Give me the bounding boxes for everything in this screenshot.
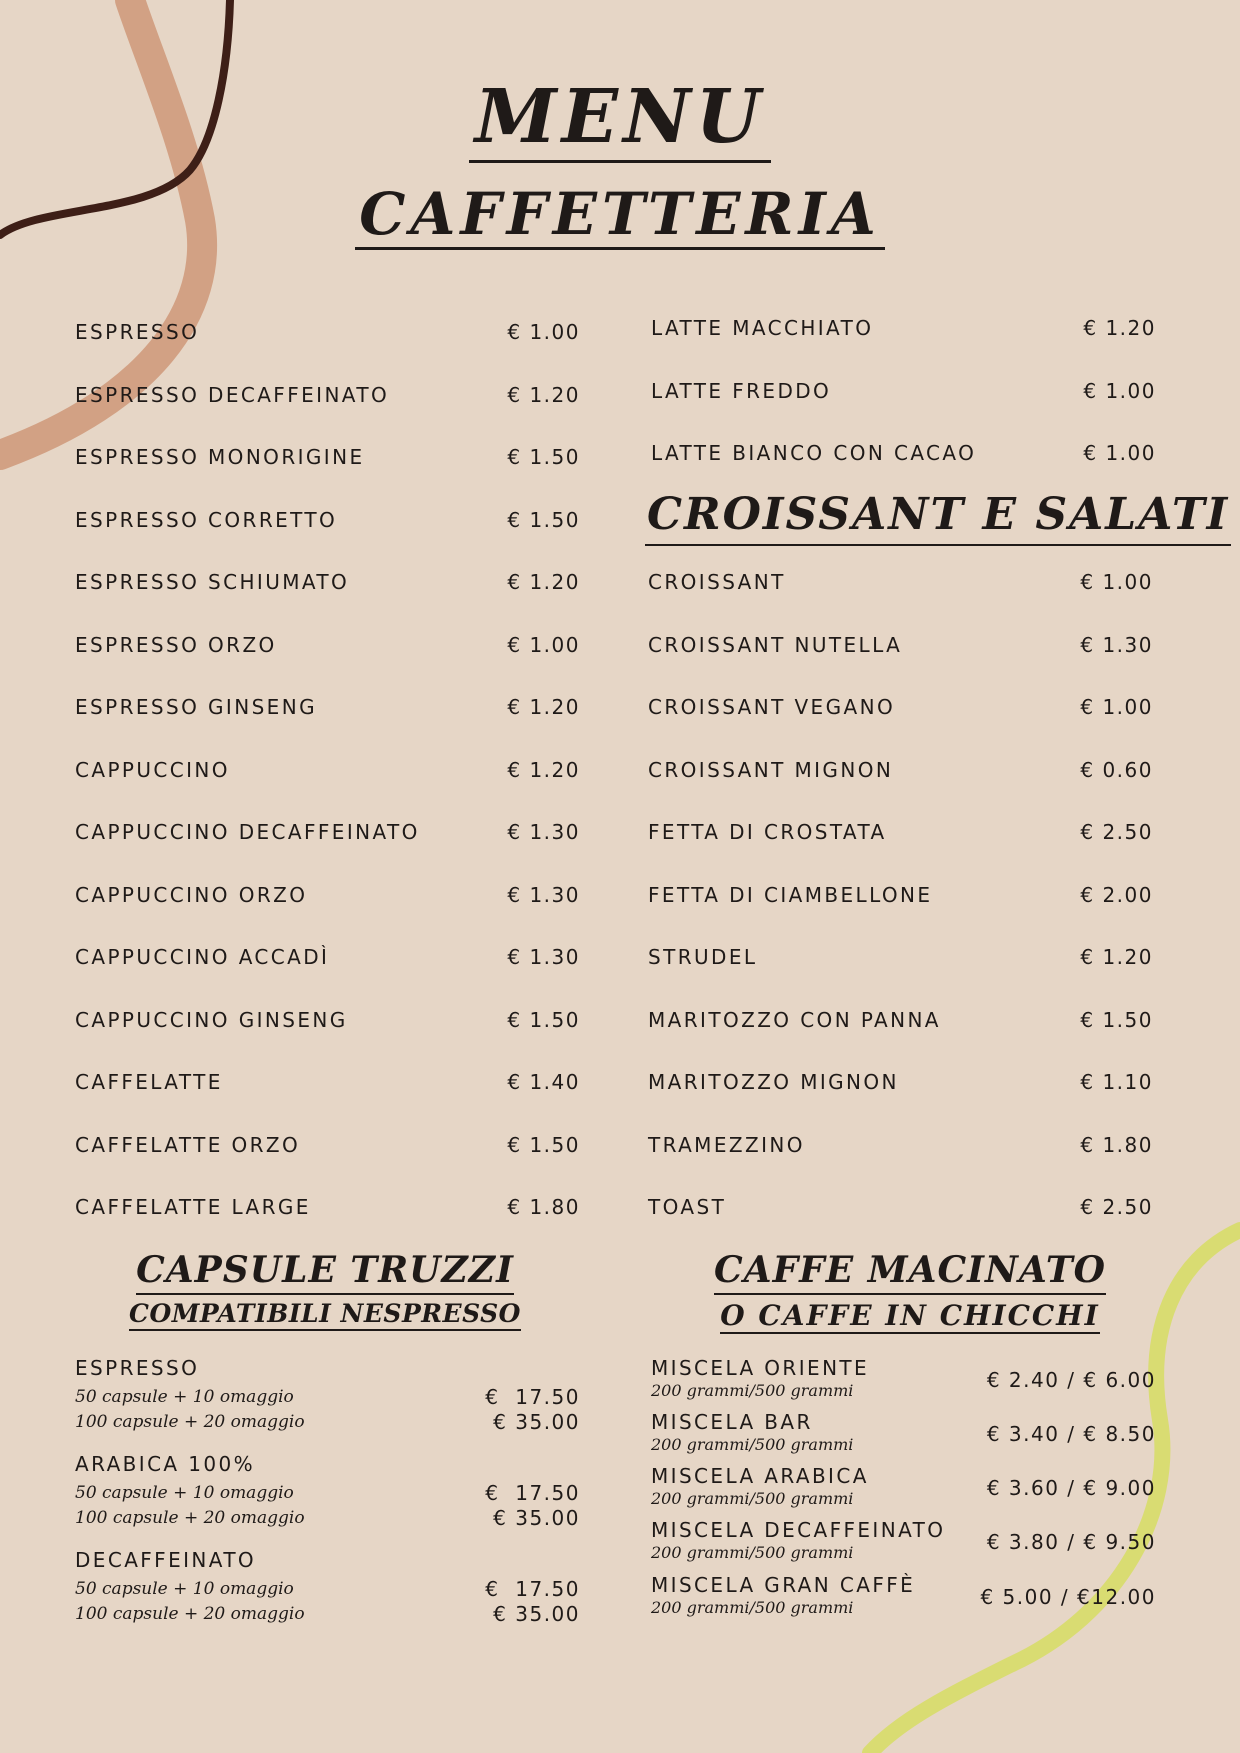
item-name: MARITOZZO CON PANNA xyxy=(648,1007,941,1032)
capsule-section-header xyxy=(110,1249,540,1331)
capsule-option-price: € 35.00 xyxy=(493,1409,580,1434)
macinato-weights: 200 grammi/500 grammi xyxy=(651,1381,854,1400)
item-price: € 1.20 xyxy=(507,382,580,407)
item-price: € 2.00 xyxy=(1080,882,1153,907)
capsule-option-desc: 100 capsule + 20 omaggio xyxy=(75,1411,305,1432)
item-price: € 1.20 xyxy=(507,757,580,782)
list-item xyxy=(75,301,580,364)
capsule-name: ESPRESSO xyxy=(75,1356,200,1380)
item-price: € 1.30 xyxy=(507,820,580,845)
item-price: € 1.00 xyxy=(507,632,580,657)
list-item xyxy=(648,676,1153,739)
item-name: TOAST xyxy=(648,1195,727,1220)
list-item xyxy=(651,360,1156,423)
list-item xyxy=(75,614,580,677)
item-price: € 1.20 xyxy=(507,570,580,595)
capsule-option-price: € 17.50 xyxy=(485,1384,580,1409)
macinato-name: MISCELA ORIENTE xyxy=(651,1356,870,1380)
capsule-option-price: € 17.50 xyxy=(485,1480,580,1505)
macinato-price: € 3.40 / € 8.50 xyxy=(986,1422,1156,1446)
capsule-name: DECAFFEINATO xyxy=(75,1548,257,1572)
page-header xyxy=(0,74,1240,250)
item-name: CAPPUCCINO GINSENG xyxy=(75,1007,348,1032)
list-item xyxy=(75,1051,580,1114)
item-price: € 1.50 xyxy=(507,507,580,532)
list-item xyxy=(75,926,580,989)
item-price: € 1.00 xyxy=(1080,570,1153,595)
list-item xyxy=(75,1114,580,1177)
list-item xyxy=(75,426,580,489)
list-item xyxy=(648,1176,1153,1239)
item-name: CROISSANT MIGNON xyxy=(648,757,894,782)
list-item xyxy=(651,422,1156,485)
macinato-name: MISCELA ARABICA xyxy=(651,1464,869,1488)
item-name: CAFFELATTE LARGE xyxy=(75,1195,311,1220)
capsule-option-desc: 50 capsule + 10 omaggio xyxy=(75,1386,294,1407)
item-price: € 1.20 xyxy=(1083,316,1156,341)
item-price: € 1.80 xyxy=(1080,1132,1153,1157)
item-price: € 1.50 xyxy=(507,1007,580,1032)
list-item xyxy=(648,926,1153,989)
item-name: CAPPUCCINO xyxy=(75,757,230,782)
item-price: € 1.20 xyxy=(507,695,580,720)
item-price: € 1.00 xyxy=(1083,441,1156,466)
item-price: € 2.50 xyxy=(1080,820,1153,845)
macinato-item xyxy=(651,1464,1156,1518)
macinato-section-subtitle: O CAFFE IN CHICCHI xyxy=(720,1301,1099,1334)
croissant-section-header xyxy=(645,489,1230,546)
capsule-option xyxy=(75,1576,580,1601)
item-name: CAPPUCCINO DECAFFEINATO xyxy=(75,820,420,845)
capsule-option-price: € 17.50 xyxy=(485,1576,580,1601)
item-price: € 1.00 xyxy=(1083,378,1156,403)
item-price: € 1.30 xyxy=(1080,632,1153,657)
caffetteria-list-left xyxy=(75,301,580,1239)
item-name: ESPRESSO SCHIUMATO xyxy=(75,570,350,595)
list-item xyxy=(75,739,580,802)
item-name: CAPPUCCINO ACCADÌ xyxy=(75,945,330,970)
capsule-option-desc: 50 capsule + 10 omaggio xyxy=(75,1578,294,1599)
item-name: ESPRESSO xyxy=(75,320,200,345)
list-item xyxy=(75,801,580,864)
macinato-section-title: CAFFE MACINATO xyxy=(714,1252,1106,1295)
item-name: CROISSANT xyxy=(648,570,786,595)
list-item xyxy=(648,864,1153,927)
item-price: € 1.20 xyxy=(1080,945,1153,970)
item-price: € 1.40 xyxy=(507,1070,580,1095)
item-name: STRUDEL xyxy=(648,945,758,970)
macinato-weights: 200 grammi/500 grammi xyxy=(651,1543,854,1562)
item-price: € 0.60 xyxy=(1080,757,1153,782)
macinato-price: € 3.60 / € 9.00 xyxy=(986,1476,1156,1500)
item-price: € 1.80 xyxy=(507,1195,580,1220)
croissant-section-title: CROISSANT E SALATI xyxy=(645,492,1231,546)
item-name: CROISSANT VEGANO xyxy=(648,695,896,720)
macinato-section-header xyxy=(690,1249,1130,1334)
page-subtitle: CAFFETTERIA xyxy=(355,185,885,250)
item-price: € 1.00 xyxy=(1080,695,1153,720)
capsule-option-price: € 35.00 xyxy=(493,1601,580,1626)
capsule-option-desc: 100 capsule + 20 omaggio xyxy=(75,1507,305,1528)
capsule-option xyxy=(75,1384,580,1409)
macinato-item xyxy=(651,1356,1156,1410)
capsule-option xyxy=(75,1601,580,1626)
capsule-section-title: CAPSULE TRUZZI xyxy=(136,1252,514,1295)
item-name: FETTA DI CROSTATA xyxy=(648,820,887,845)
capsule-item xyxy=(75,1452,580,1530)
item-name: ESPRESSO CORRETTO xyxy=(75,507,338,532)
item-name: ESPRESSO MONORIGINE xyxy=(75,445,365,470)
list-item xyxy=(75,364,580,427)
capsule-option-price: € 35.00 xyxy=(493,1505,580,1530)
croissant-list xyxy=(648,551,1153,1239)
macinato-name: MISCELA BAR xyxy=(651,1410,813,1434)
item-name: CROISSANT NUTELLA xyxy=(648,632,903,657)
list-item xyxy=(75,489,580,552)
item-name: FETTA DI CIAMBELLONE xyxy=(648,882,933,907)
item-name: TRAMEZZINO xyxy=(648,1132,805,1157)
capsule-item xyxy=(75,1356,580,1434)
macinato-weights: 200 grammi/500 grammi xyxy=(651,1489,854,1508)
item-name: LATTE BIANCO CON CACAO xyxy=(651,441,977,466)
item-price: € 1.30 xyxy=(507,945,580,970)
macinato-name: MISCELA DECAFFEINATO xyxy=(651,1518,946,1542)
item-name: LATTE MACCHIATO xyxy=(651,316,874,341)
item-price: € 1.10 xyxy=(1080,1070,1153,1095)
capsule-name: ARABICA 100% xyxy=(75,1452,256,1476)
macinato-weights: 200 grammi/500 grammi xyxy=(651,1435,854,1454)
capsule-option xyxy=(75,1480,580,1505)
macinato-item xyxy=(651,1410,1156,1464)
list-item xyxy=(75,864,580,927)
item-name: MARITOZZO MIGNON xyxy=(648,1070,899,1095)
list-item xyxy=(75,551,580,614)
capsule-item xyxy=(75,1548,580,1626)
item-price: € 2.50 xyxy=(1080,1195,1153,1220)
list-item xyxy=(648,1051,1153,1114)
macinato-item xyxy=(651,1518,1156,1572)
capsule-option-desc: 100 capsule + 20 omaggio xyxy=(75,1603,305,1624)
list-item xyxy=(75,1176,580,1239)
item-name: CAPPUCCINO ORZO xyxy=(75,882,308,907)
list-item xyxy=(75,676,580,739)
item-name: ESPRESSO ORZO xyxy=(75,632,277,657)
item-name: ESPRESSO DECAFFEINATO xyxy=(75,382,390,407)
item-price: € 1.30 xyxy=(507,882,580,907)
macinato-price: € 5.00 / €12.00 xyxy=(980,1585,1156,1609)
list-item xyxy=(648,739,1153,802)
capsule-section-subtitle: COMPATIBILI NESPRESSO xyxy=(129,1301,521,1331)
item-price: € 1.50 xyxy=(1080,1007,1153,1032)
list-item xyxy=(648,989,1153,1052)
item-name: CAFFELATTE xyxy=(75,1070,223,1095)
list-item xyxy=(75,989,580,1052)
item-name: CAFFELATTE ORZO xyxy=(75,1132,301,1157)
list-item xyxy=(651,297,1156,360)
list-item xyxy=(648,801,1153,864)
item-price: € 1.50 xyxy=(507,445,580,470)
list-item xyxy=(648,614,1153,677)
list-item xyxy=(648,1114,1153,1177)
macinato-price: € 2.40 / € 6.00 xyxy=(986,1368,1156,1392)
macinato-name: MISCELA GRAN CAFFÈ xyxy=(651,1573,916,1597)
item-name: LATTE FREDDO xyxy=(651,378,832,403)
item-price: € 1.00 xyxy=(507,320,580,345)
caffetteria-list-right xyxy=(651,297,1156,485)
macinato-weights: 200 grammi/500 grammi xyxy=(651,1598,854,1617)
macinato-price: € 3.80 / € 9.50 xyxy=(986,1530,1156,1554)
capsule-option-desc: 50 capsule + 10 omaggio xyxy=(75,1482,294,1503)
item-price: € 1.50 xyxy=(507,1132,580,1157)
list-item xyxy=(648,551,1153,614)
capsule-option xyxy=(75,1409,580,1434)
capsule-option xyxy=(75,1505,580,1530)
page-title: MENU xyxy=(469,80,772,163)
macinato-item xyxy=(651,1573,1156,1627)
item-name: ESPRESSO GINSENG xyxy=(75,695,317,720)
